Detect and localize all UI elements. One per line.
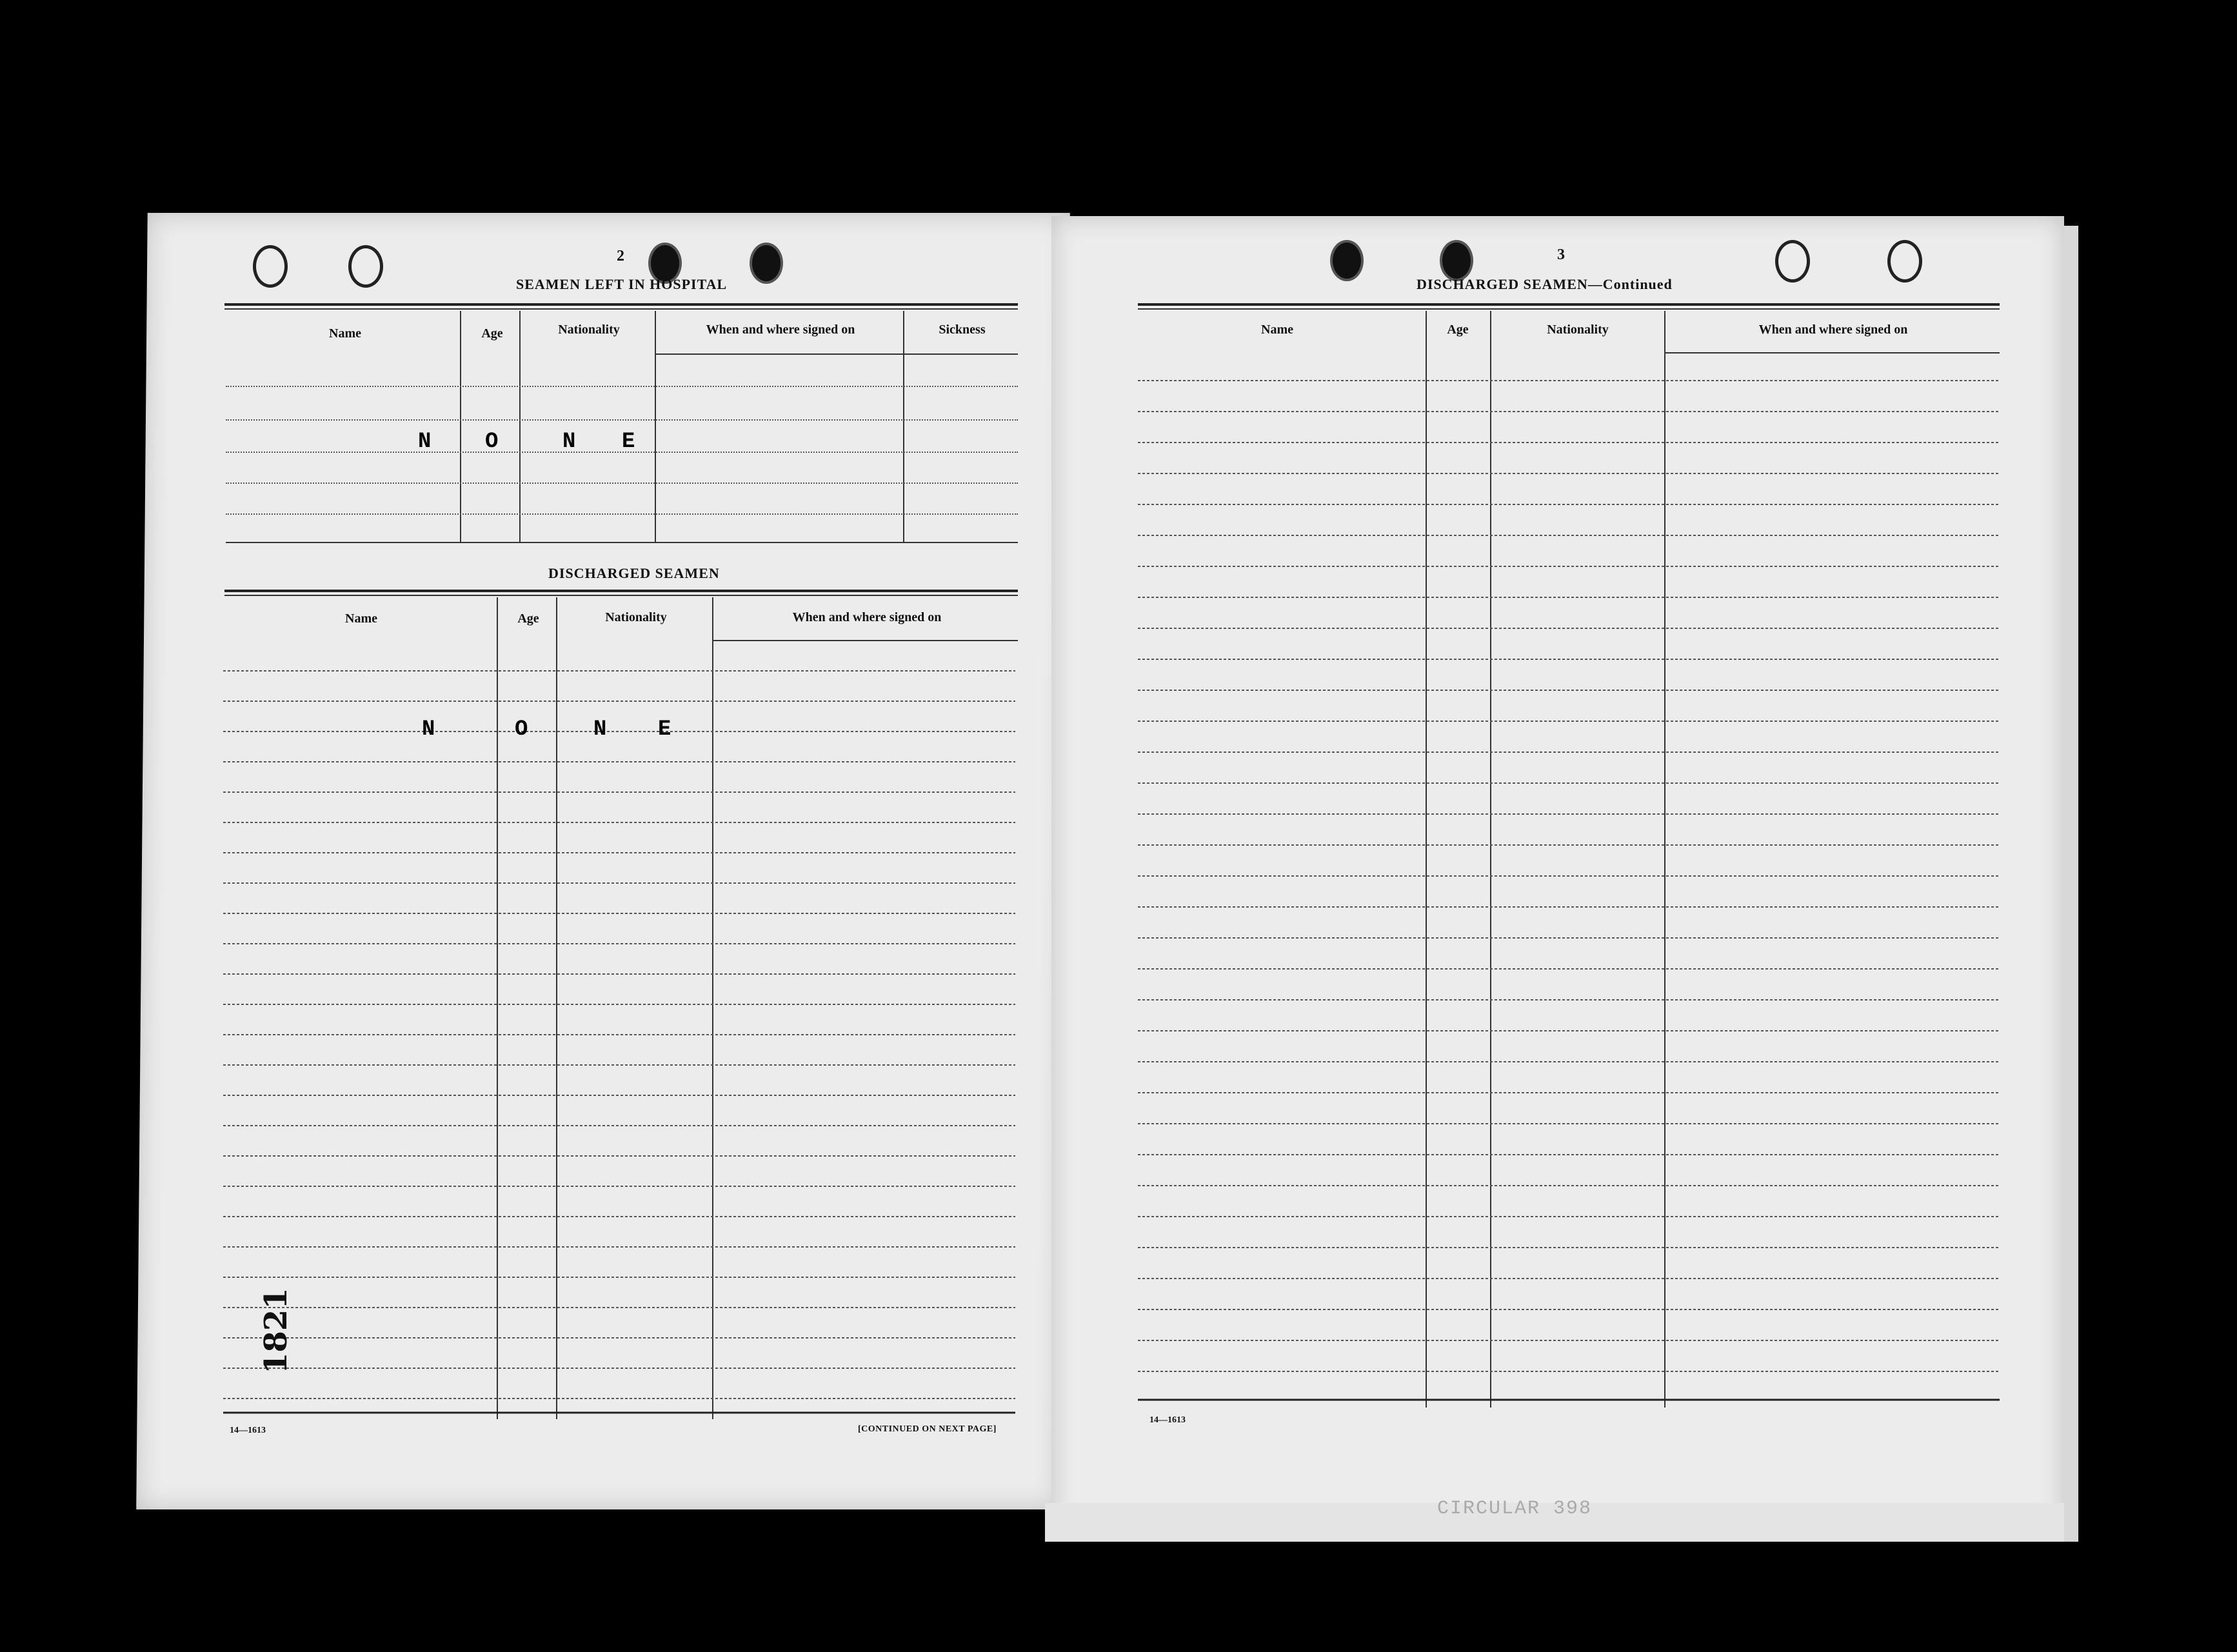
hospital-none-letter: N — [562, 430, 576, 454]
column-header-nationality: Nationality — [1547, 323, 1609, 337]
column-header-signed-on: When and where signed on — [792, 610, 942, 624]
discharged-none-letter: N — [422, 717, 435, 742]
hospital-none-letter: O — [485, 430, 499, 454]
column-header-age: Age — [517, 612, 539, 626]
column-header-age: Age — [481, 326, 503, 341]
discharged-none-letter: E — [658, 717, 671, 742]
hospital-none-letter: N — [418, 430, 432, 454]
column-header-nationality: Nationality — [558, 323, 620, 337]
page-number-left: 2 — [617, 248, 624, 264]
hospital-section-title: SEAMEN LEFT IN HOSPITAL — [516, 276, 728, 292]
column-header-age: Age — [1447, 323, 1469, 337]
column-header-name: Name — [329, 326, 361, 341]
column-header-name: Name — [1261, 323, 1293, 337]
circular-stamp: CIRCULAR 398 — [1437, 1498, 1593, 1520]
column-header-signed-on: When and where signed on — [1758, 323, 1908, 337]
discharged-continued-title: DISCHARGED SEAMEN—Continued — [1417, 276, 1673, 292]
column-header-signed-on: When and where signed on — [706, 323, 855, 337]
page-number-right: 3 — [1557, 246, 1565, 263]
hospital-none-letter: E — [622, 430, 635, 454]
handwritten-number: 1821 — [258, 1288, 294, 1374]
continued-note: [CONTINUED ON NEXT PAGE] — [858, 1424, 997, 1434]
form-number-left: 14—1613 — [230, 1426, 266, 1435]
column-header-name: Name — [345, 612, 377, 626]
discharged-section-title: DISCHARGED SEAMEN — [548, 565, 720, 581]
column-header-sickness: Sickness — [939, 323, 986, 337]
discharged-none-letter: N — [593, 717, 607, 742]
column-header-nationality: Nationality — [605, 610, 667, 624]
form-number-right: 14—1613 — [1149, 1415, 1186, 1425]
discharged-none-letter: O — [515, 717, 528, 742]
